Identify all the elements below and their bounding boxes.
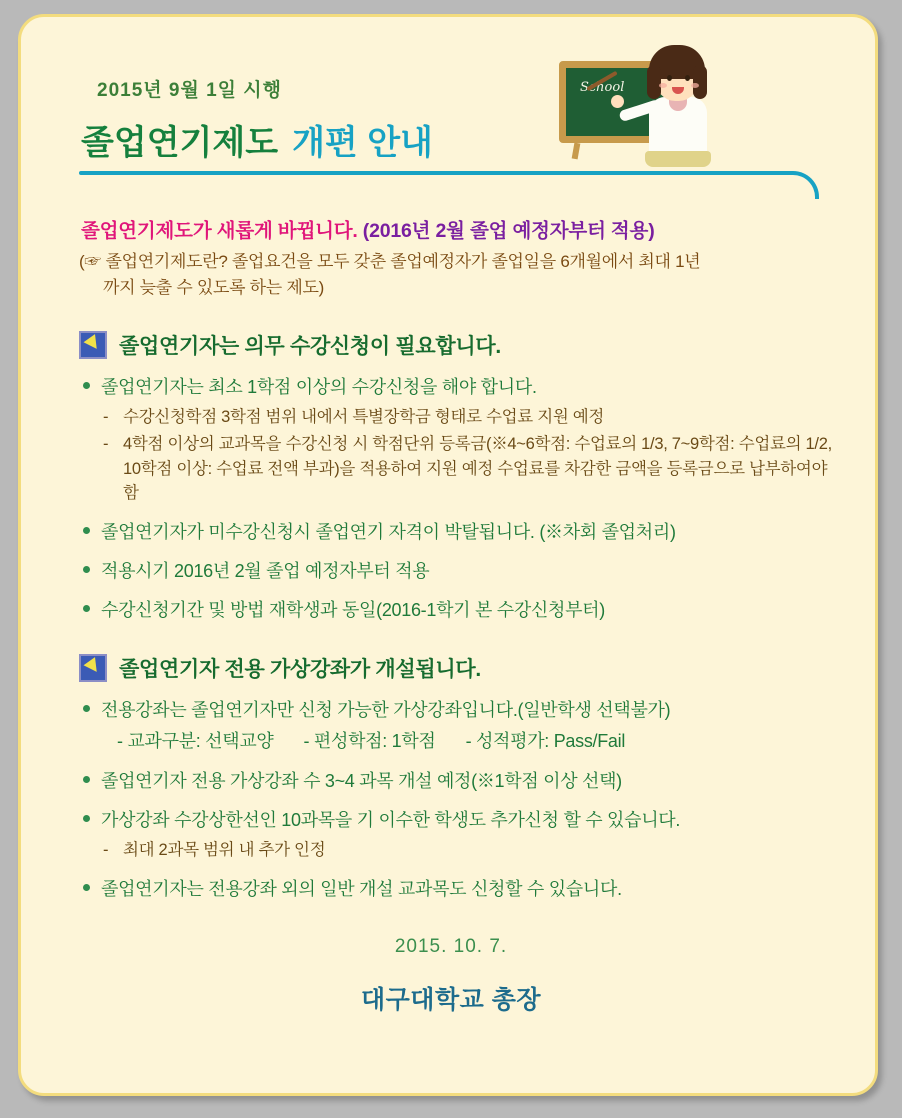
teacher-eye-left — [667, 75, 672, 81]
sub-list-item-text: 4학점 이상의 교과목을 수강신청 시 학점단위 등록금(※4~6학점: 수업료의 1/3, 7~9학점: 수업료의 1/2, 10학점 이상: 수업료 전액 부과)을 적용하여 지원 예정 수업료를 차감한 금액을 등록금으로 납부하여야 함 — [123, 434, 832, 503]
definition-note — [79, 249, 837, 300]
list-item-text: 수강신청기간 및 방법 재학생과 동일(2016-1학기 본 수강신청부터) — [101, 600, 605, 621]
list-item — [101, 558, 837, 584]
list-item-text: 졸업연기자가 미수강신청시 졸업연기 자격이 박탈됩니다. (※차회 졸업처리) — [101, 522, 676, 543]
dash-marker: - — [103, 840, 109, 859]
poster-header — [21, 17, 875, 167]
teacher-cheek-right — [691, 83, 699, 88]
signature-block — [65, 936, 837, 1016]
section-1-title: 졸업연기자는 의무 수강신청이 필요합니다. — [119, 335, 501, 358]
arrow-down-right-icon — [79, 331, 107, 359]
poster-content — [21, 193, 878, 1016]
sub-list-item-text: - 편성학점: 1학점 — [303, 731, 436, 752]
bullet-dot — [83, 382, 90, 389]
section-2-heading — [79, 653, 837, 683]
issue-date: 2015. 10. 7. — [394, 935, 508, 957]
teacher-hair-left — [647, 65, 661, 99]
list-item — [101, 597, 837, 623]
definition-line-1: (☞ 졸업연기제도란? 졸업요건을 모두 갖춘 졸업예정자가 졸업일을 6개월에서 최대 1년 — [79, 252, 701, 271]
list-item-text: 적용시기 2016년 2월 졸업 예정자부터 적용 — [101, 561, 430, 582]
sub-list-item — [103, 405, 837, 430]
list-item — [101, 807, 837, 863]
teacher-illustration — [551, 39, 736, 169]
sub-list-item-text: 수강신청학점 3학점 범위 내에서 특별장학금 형태로 수업료 지원 예정 — [123, 408, 605, 427]
teacher-hair-right — [693, 65, 707, 99]
sub-list-item-text: - 성적평가: Pass/Fail — [465, 731, 626, 752]
list-item-text: 전용강좌는 졸업연기자만 신청 가능한 가상강좌입니다.(일반학생 선택불가) — [101, 700, 671, 721]
bullet-dot — [83, 705, 90, 712]
sub-list-item — [103, 838, 837, 863]
section-1-list — [65, 374, 837, 623]
notice-card — [18, 14, 878, 1096]
section-1-heading — [79, 330, 837, 360]
list-item — [101, 697, 837, 754]
dash-marker: - — [103, 434, 109, 453]
sub-list — [101, 405, 837, 506]
bullet-dot — [83, 776, 90, 783]
teacher-hand — [611, 95, 624, 108]
list-item — [101, 876, 837, 902]
list-item-text: 졸업연기자 전용 가상강좌 수 3~4 과목 개설 예정(※1학점 이상 선택) — [101, 770, 622, 791]
bullet-dot — [83, 566, 90, 573]
chalkboard-text: School — [580, 80, 625, 95]
bullet-dot — [83, 884, 90, 891]
section-2 — [65, 653, 837, 901]
teacher-skirt — [645, 151, 711, 167]
page-title — [81, 115, 433, 164]
definition-line-2: 까지 늦출 수 있도록 하는 제도) — [103, 277, 324, 297]
teacher-eye-right — [685, 75, 690, 81]
page-title-main: 졸업연기제도 — [81, 124, 279, 162]
lead-statement — [81, 215, 837, 243]
sub-list-inline — [101, 728, 837, 754]
dash-marker: - — [103, 408, 109, 427]
list-item — [101, 519, 837, 545]
sub-list — [101, 838, 837, 863]
list-item-text: 졸업연기자는 최소 1학점 이상의 수강신청을 해야 합니다. — [101, 377, 537, 397]
teacher-cheek-left — [659, 83, 667, 88]
bullet-dot — [83, 527, 90, 534]
header-divider — [79, 167, 823, 185]
arrow-down-right-icon — [79, 654, 107, 682]
page-title-sub: 개편 안내 — [292, 124, 433, 162]
list-item — [101, 768, 837, 794]
section-2-title: 졸업연기자 전용 가상강좌가 개설됩니다. — [119, 658, 481, 682]
issuer-name: 대구대학교 총장 — [361, 985, 541, 1014]
list-item — [101, 374, 837, 506]
section-2-list — [65, 697, 837, 901]
lead-text: 졸업연기제도가 새롭게 바뀝니다. — [81, 220, 358, 242]
sub-list-item — [103, 432, 837, 506]
list-item-text: 졸업연기자는 전용강좌 외의 일반 개설 교과목도 신청할 수 있습니다. — [101, 878, 622, 899]
bullet-dot — [83, 815, 90, 822]
sub-list-item-text: - 교과구분: 선택교양 — [117, 731, 274, 752]
effective-date-label: 2015년 9월 1일 시행 — [97, 80, 283, 101]
section-1 — [65, 330, 837, 623]
sub-list-item-text: 최대 2과목 범위 내 추가 인정 — [123, 840, 326, 859]
bullet-dot — [83, 605, 90, 612]
lead-accent: (2016년 2월 졸업 예정자부터 적용) — [362, 220, 655, 242]
list-item-text: 가상강좌 수강상한선인 10과목을 기 이수한 학생도 추가신청 할 수 있습니다. — [101, 809, 681, 830]
